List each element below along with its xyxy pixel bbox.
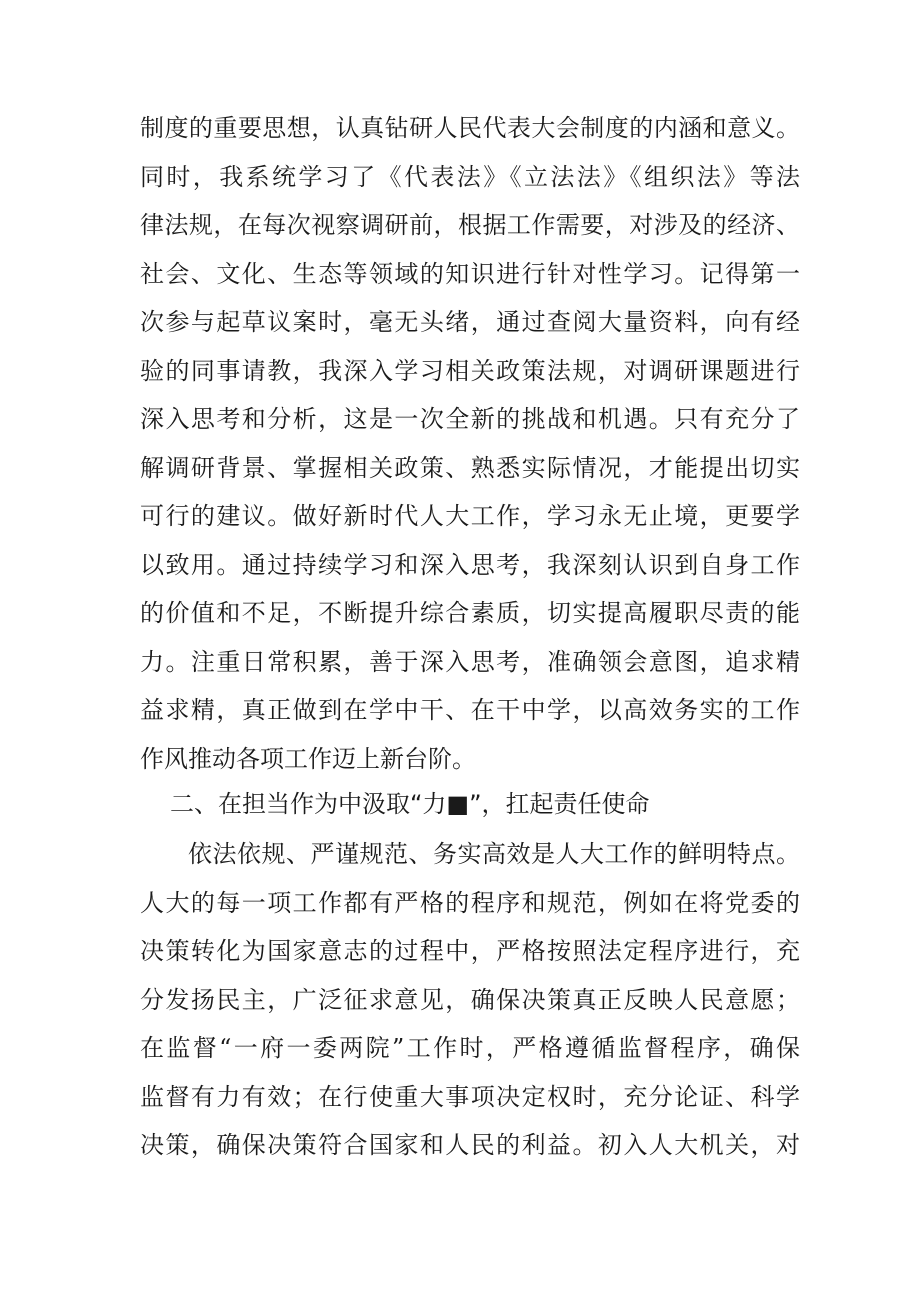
paragraph-1-line: 同时，我系统学习了《代表法》《立法法》《组织法》等法 (140, 162, 800, 191)
paragraph-1-line: 社会、文化、生态等领域的知识进行针对性学习。记得第一 (140, 259, 800, 288)
paragraph-2-line: 决策，确保决策符合国家和人民的利益。初入人大机关，对 (140, 1131, 800, 1159)
paragraph-2-line: 分发扬民主，广泛征求意见，确保决策真正反映人民意愿； (140, 985, 800, 1014)
section-heading-2: 二、在担当作为中汲取“力■”，扛起责任使命 (170, 790, 650, 818)
paragraph-2-line: 决策转化为国家意志的过程中，严格按照法定程序进行，充 (140, 937, 800, 965)
paragraph-1-line: 的价值和不足，不断提升综合素质，切实提高履职尽责的能 (140, 599, 800, 627)
paragraph-1-line: 深入思考和分析，这是一次全新的挑战和机遇。只有充分了 (140, 405, 800, 433)
paragraph-2-line: 人大的每一项工作都有严格的程序和规范，例如在将党委的 (140, 888, 800, 917)
paragraph-1-line: 律法规，在每次视察调研前，根据工作需要，对涉及的经济、 (140, 211, 800, 239)
paragraph-1-line: 力。注重日常积累，善于深入思考，准确领会意图，追求精 (140, 647, 800, 676)
paragraph-2-line: 监督有力有效；在行使重大事项决定权时，充分论证、科学 (140, 1082, 800, 1111)
paragraph-2 (140, 830, 800, 1170)
paragraph-1-line: 可行的建议。做好新时代人大工作，学习永无止境，更要学 (140, 502, 800, 530)
paragraph-1 (140, 104, 800, 783)
paragraph-2-line: 依法依规、严谨规范、务实高效是人大工作的鲜明特点。 (188, 840, 800, 868)
paragraph-1-line: 验的同事请教，我深入学习相关政策法规，对调研课题进行 (140, 356, 800, 385)
paragraph-1-line: 以致用。通过持续学习和深入思考，我深刻认识到自身工作 (140, 550, 800, 579)
paragraph-2-line: 在监督“一府一委两院”工作时，严格遵循监督程序，确保 (140, 1034, 800, 1062)
paragraph-1-line: 次参与起草议案时，毫无头绪，通过查阅大量资料，向有经 (140, 308, 800, 336)
paragraph-1-line: 解调研背景、掌握相关政策、熟悉实际情况，才能提出切实 (140, 453, 800, 482)
paragraph-1-line: 制度的重要思想，认真钻研人民代表大会制度的内涵和意义。 (140, 114, 800, 142)
paragraph-1-line: 作风推动各项工作迈上新台阶。 (140, 744, 476, 773)
paragraph-1-line: 益求精，真正做到在学中干、在干中学，以高效务实的工作 (140, 696, 800, 724)
